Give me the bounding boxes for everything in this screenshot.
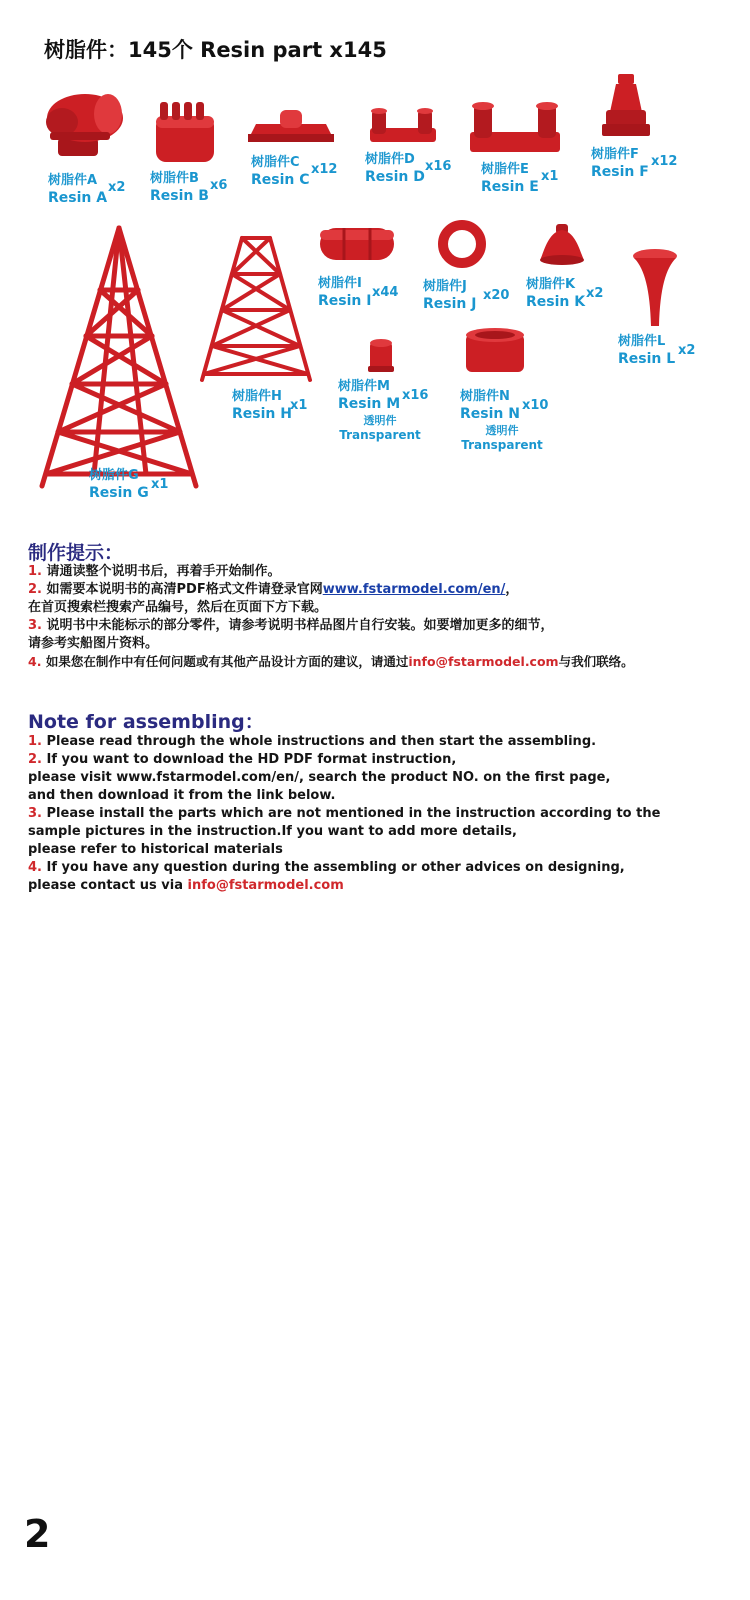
resin-f-image <box>600 72 652 140</box>
part-d-qty: x16 <box>425 159 452 174</box>
part-d-en: Resin D <box>365 169 425 185</box>
resin-k-image <box>536 222 588 268</box>
part-label-i <box>318 275 399 310</box>
part-e-qty: x1 <box>541 169 559 184</box>
part-label-g <box>89 467 169 502</box>
part-e-zh: 树脂件E <box>481 162 529 177</box>
resin-j-image <box>436 218 488 270</box>
tips-zh-text-4b: 与我们联络。 <box>558 654 634 669</box>
part-m-zh: 树脂件M <box>338 379 390 394</box>
part-c-en: Resin C <box>251 172 310 188</box>
tips-en-line-3 <box>28 805 660 823</box>
part-label-n <box>460 388 549 453</box>
tips-zh-line-3-cont: 请参考实船图片资料。 <box>28 636 159 651</box>
part-label-b <box>150 170 228 205</box>
page-number: 2 <box>24 1512 51 1556</box>
tips-en-text-1: Please read through the whole instructions and then start the assembling. <box>46 734 597 749</box>
part-k-qty: x2 <box>586 286 604 301</box>
tips-zh-text-1: 请通读整个说明书后，再着手开始制作。 <box>46 564 281 579</box>
tips-en-text-4: If you have any question during the assembling or other advices on designing, <box>46 860 625 875</box>
resin-i-image <box>318 222 396 266</box>
tips-en-num-2: 2. <box>28 752 42 767</box>
part-g-qty: x1 <box>151 477 169 492</box>
part-m-transparent-zh: 透明件 <box>363 414 397 427</box>
resin-m-image <box>366 338 396 374</box>
tips-en-line-1 <box>28 733 596 751</box>
tips-zh-line-3 <box>28 617 554 635</box>
part-h-zh: 树脂件H <box>232 389 282 404</box>
tips-zh-line-1 <box>28 563 281 581</box>
tips-en-line-4 <box>28 859 625 877</box>
resin-a-image <box>40 88 130 168</box>
tips-en-num-4: 4. <box>28 860 42 875</box>
tips-en-heading: Note for assembling： <box>28 711 264 733</box>
resin-d-image <box>368 106 438 146</box>
tips-en-text-3: Please install the parts which are not mentioned in the instruction according to the <box>46 806 661 821</box>
tips-en-line-3-cont-2: please refer to historical materials <box>28 842 283 857</box>
tips-zh-text-2b: ， <box>505 582 519 597</box>
part-label-j <box>423 278 510 313</box>
part-label-l <box>618 333 696 368</box>
tips-en-line-4-cont <box>28 877 344 895</box>
part-n-transparent-zh: 透明件 <box>485 424 519 437</box>
part-j-en: Resin J <box>423 296 477 312</box>
email-link-zh[interactable]: info@fstarmodel.com <box>408 654 559 669</box>
resin-h-image <box>198 234 314 384</box>
part-k-en: Resin K <box>526 294 586 310</box>
part-l-en: Resin L <box>618 351 676 367</box>
email-link-en[interactable]: info@fstarmodel.com <box>187 878 344 893</box>
part-b-en: Resin B <box>150 188 209 204</box>
part-i-qty: x44 <box>372 285 399 300</box>
tips-zh-num-3: 3. <box>28 618 42 633</box>
tips-zh-text-2a: 如需要本说明书的高清PDF格式文件请登录官网 <box>46 582 323 597</box>
tips-en-line-3-cont-1: sample pictures in the instruction.If you want to add more details, <box>28 824 517 839</box>
part-l-qty: x2 <box>678 343 696 358</box>
part-label-c <box>251 154 338 189</box>
part-label-e <box>481 161 559 196</box>
part-n-en: Resin N <box>460 406 520 422</box>
part-j-zh: 树脂件J <box>423 279 467 294</box>
part-n-transparent-en: Transparent <box>461 438 543 452</box>
part-a-qty: x2 <box>108 180 126 195</box>
part-f-zh: 树脂件F <box>591 147 639 162</box>
part-label-h <box>232 388 308 423</box>
tips-zh-line-4 <box>28 653 634 671</box>
part-j-qty: x20 <box>483 288 510 303</box>
part-m-en: Resin M <box>338 396 401 412</box>
part-n-qty: x10 <box>522 398 549 413</box>
tips-en-num-1: 1. <box>28 734 42 749</box>
tips-zh-num-4: 4. <box>28 654 42 669</box>
part-label-m <box>338 378 429 443</box>
tips-zh-line-2-cont: 在首页搜索栏搜索产品编号，然后在页面下方下载。 <box>28 600 328 615</box>
resin-n-image <box>462 326 528 380</box>
tips-zh-heading: 制作提示： <box>28 542 124 564</box>
part-e-en: Resin E <box>481 179 539 195</box>
part-l-zh: 树脂件L <box>618 334 666 349</box>
part-k-zh: 树脂件K <box>526 277 576 292</box>
tips-en-text-4-cont: please contact us via <box>28 878 188 893</box>
part-label-a <box>48 172 126 207</box>
part-b-zh: 树脂件B <box>150 171 199 186</box>
part-i-zh: 树脂件I <box>318 276 362 291</box>
tips-zh-num-1: 1. <box>28 564 42 579</box>
resin-b-image <box>150 98 220 168</box>
tips-zh-text-3: 说明书中未能标示的部分零件，请参考说明书样品图片自行安装。如要增加更多的细节， <box>46 618 554 633</box>
part-g-en: Resin G <box>89 485 149 501</box>
part-m-transparent-en: Transparent <box>339 428 421 442</box>
part-h-en: Resin H <box>232 406 292 422</box>
page-title: 树脂件：145个 Resin part x145 <box>44 38 387 62</box>
resin-l-image <box>630 248 680 330</box>
part-c-zh: 树脂件C <box>251 155 300 170</box>
part-label-f <box>591 146 678 181</box>
part-m-qty: x16 <box>402 388 429 403</box>
part-g-zh: 树脂件G <box>89 468 139 483</box>
tips-en-line-2-cont-1: please visit www.fstarmodel.com/en/, search the product NO. on the first page, <box>28 770 611 785</box>
tips-en-line-2-cont-2: and then download it from the link below. <box>28 788 336 803</box>
part-f-qty: x12 <box>651 154 678 169</box>
tips-zh-text-4a: 如果您在制作中有任何问题或有其他产品设计方面的建议，请通过 <box>45 654 409 669</box>
resin-c-image <box>246 106 336 146</box>
resin-e-image <box>468 100 562 156</box>
part-h-qty: x1 <box>290 398 308 413</box>
tips-zh-num-2: 2. <box>28 582 42 597</box>
part-a-en: Resin A <box>48 190 108 206</box>
tips-zh-line-2 <box>28 581 518 599</box>
tips-en-line-2 <box>28 751 456 769</box>
part-n-zh: 树脂件N <box>460 389 510 404</box>
part-c-qty: x12 <box>311 162 338 177</box>
part-b-qty: x6 <box>210 178 228 193</box>
part-i-en: Resin I <box>318 293 372 309</box>
part-label-d <box>365 151 452 186</box>
tips-en-text-2: If you want to download the HD PDF format instruction, <box>46 752 457 767</box>
part-f-en: Resin F <box>591 164 649 180</box>
part-d-zh: 树脂件D <box>365 152 415 167</box>
part-a-zh: 树脂件A <box>48 173 98 188</box>
resin-g-image <box>34 224 204 490</box>
part-label-k <box>526 276 604 311</box>
website-link[interactable]: www.fstarmodel.com/en/ <box>322 582 506 597</box>
tips-en-num-3: 3. <box>28 806 42 821</box>
